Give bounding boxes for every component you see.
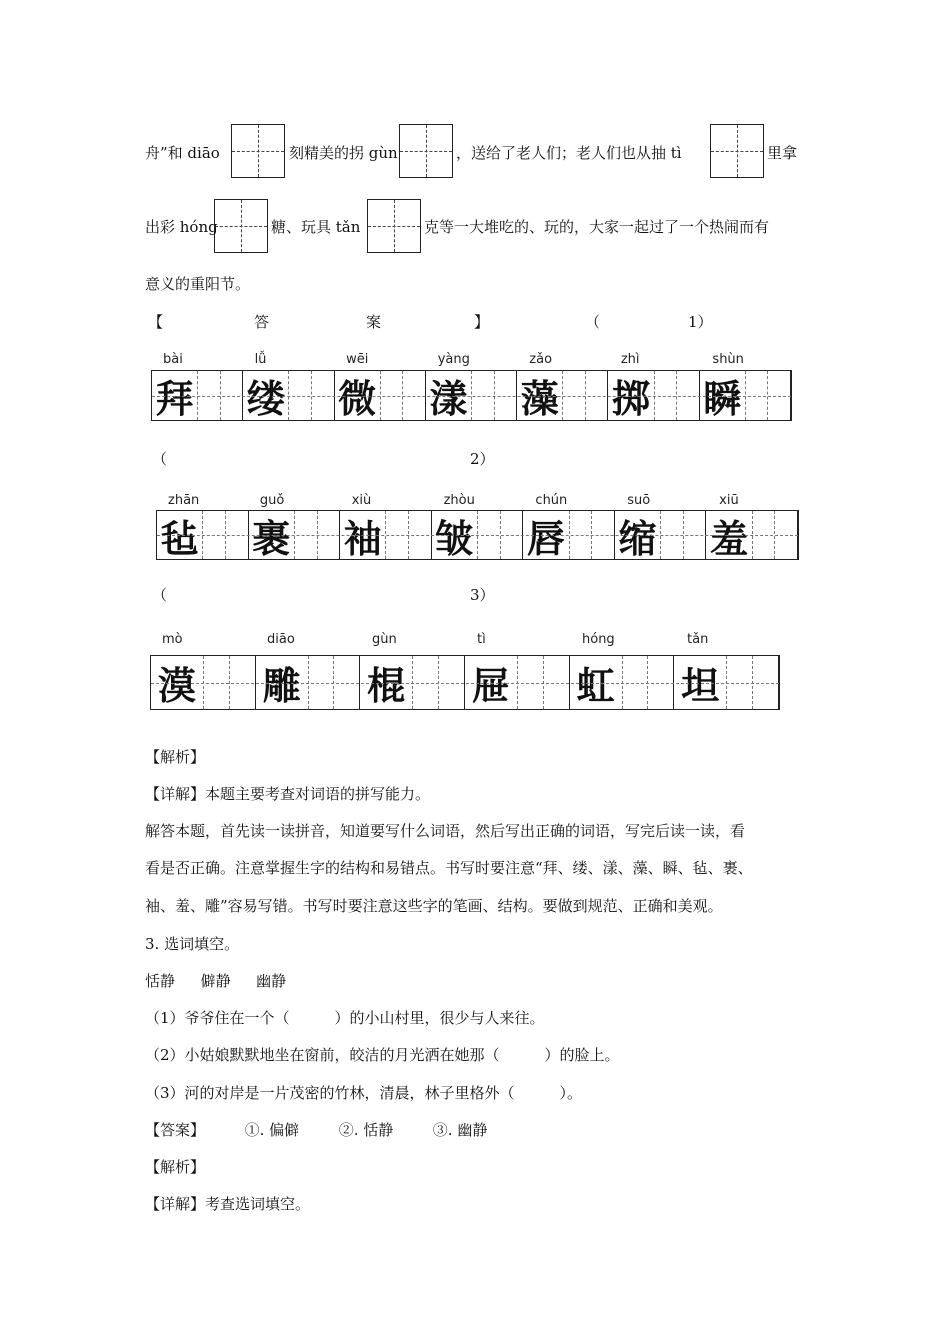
pinyin-label: yàng bbox=[437, 352, 470, 367]
answer-label: 【答案】 bbox=[145, 1121, 206, 1139]
hanzi-character: 雕 bbox=[262, 663, 301, 708]
pinyin-label: xiū bbox=[719, 493, 739, 508]
analysis-paragraph-2: 看是否正确。注意掌握生字的结构和易错点。书写时要注意“拜、缕、漾、藻、瞬、毡、裹、 bbox=[145, 859, 753, 877]
hanzi-character: 坦 bbox=[681, 663, 720, 708]
hanzi-character: 唇 bbox=[526, 515, 565, 561]
pinyin-label: zǎo bbox=[529, 352, 553, 367]
sub-open-3: （ bbox=[152, 586, 168, 604]
question-3-sentence-3: （3）河的对岸是一片茂密的竹林，清晨，林子里格外（ ）。 bbox=[145, 1084, 583, 1102]
answer-label-1: 答 bbox=[254, 313, 270, 331]
hanzi-character: 裹 bbox=[252, 515, 291, 561]
grid-frame bbox=[151, 370, 792, 421]
question-3-sentence-2: （2）小姑娘默默地坐在窗前，皎洁的月光洒在她那（ ）的脸上。 bbox=[145, 1046, 620, 1064]
pinyin-label: lǚ bbox=[254, 352, 267, 367]
pinyin-label: tì bbox=[477, 632, 486, 647]
writing-box-ti[interactable] bbox=[710, 124, 764, 178]
answer-3: ③. 幽静 bbox=[432, 1121, 488, 1139]
hanzi-character: 屉 bbox=[471, 663, 510, 708]
pinyin-label: chún bbox=[535, 493, 568, 508]
question-3-sentence-1: （1）爷爷住在一个（ ）的小山村里，很少与人来往。 bbox=[145, 1009, 545, 1027]
pinyin-label: wēi bbox=[346, 352, 369, 367]
text-segment: 舟”和 diāo bbox=[145, 144, 220, 162]
hanzi-character: 微 bbox=[338, 376, 377, 421]
hanzi-character: 虹 bbox=[576, 663, 615, 708]
pinyin-label: zhì bbox=[620, 352, 640, 367]
passage-line-3: 意义的重阳节。 bbox=[145, 275, 251, 293]
pinyin-label: shùn bbox=[712, 352, 744, 367]
pinyin-label: zhān bbox=[168, 493, 200, 508]
answer-bracket-open: 【 bbox=[148, 313, 164, 331]
sub-open-2: （ bbox=[152, 450, 168, 468]
passage-line-2: 出彩 hóng bbox=[145, 218, 218, 236]
pinyin-label: diāo bbox=[267, 632, 295, 647]
detail-label: 【详解】本题主要考查对词语的拼写能力。 bbox=[145, 785, 431, 803]
dashed-midline bbox=[152, 396, 791, 397]
answer-bracket-close: 】 bbox=[474, 313, 490, 331]
passage-line-1 bbox=[145, 143, 220, 163]
hanzi-character: 掷 bbox=[611, 376, 650, 421]
passage-line-1c: ，送给了老人们；老人们也从抽 tì bbox=[456, 144, 682, 162]
hanzi-character: 瞬 bbox=[703, 376, 742, 421]
analysis-label: 【解析】 bbox=[145, 748, 206, 766]
passage-line-2b: 糖、玩具 tǎn bbox=[271, 218, 361, 236]
answer-row bbox=[145, 1120, 487, 1140]
pinyin-label: bài bbox=[163, 352, 183, 367]
writing-box-gun[interactable] bbox=[399, 124, 453, 178]
pinyin-label: zhòu bbox=[443, 493, 475, 508]
sub-number-3: 3） bbox=[470, 586, 495, 604]
passage-line-1d: 里拿 bbox=[767, 144, 798, 162]
writing-box-hong[interactable] bbox=[214, 199, 268, 253]
sub-number: 1） bbox=[688, 313, 713, 331]
answer-label-2: 案 bbox=[366, 313, 382, 331]
hanzi-character: 袖 bbox=[343, 515, 382, 561]
dashed-midline bbox=[151, 683, 779, 684]
hanzi-character: 缩 bbox=[618, 515, 657, 561]
pinyin-label: hóng bbox=[582, 632, 615, 647]
grid-frame bbox=[150, 655, 780, 710]
hanzi-character: 棍 bbox=[367, 663, 406, 708]
analysis-label-q3: 【解析】 bbox=[145, 1158, 206, 1176]
answer-2: ②. 恬静 bbox=[338, 1121, 394, 1139]
analysis-paragraph-3: 袖、羞、雕”容易写错。书写时要注意这些字的笔画、结构。要做到规范、正确和美观。 bbox=[145, 897, 723, 915]
word-options bbox=[145, 971, 286, 991]
pinyin-label: xiù bbox=[351, 493, 372, 508]
sub-number-2: 2） bbox=[470, 450, 495, 468]
hanzi-character: 拜 bbox=[155, 376, 194, 421]
analysis-paragraph-1: 解答本题，首先读一读拼音，知道要写什么词语，然后写出正确的词语，写完后读一读，看 bbox=[145, 822, 746, 840]
pinyin-label: suō bbox=[627, 493, 651, 508]
passage-line-2c: 克等一大堆吃的、玩的，大家一起过了一个热闹而有 bbox=[424, 218, 770, 236]
option-2: 僻静 bbox=[200, 972, 231, 990]
option-1: 恬静 bbox=[145, 972, 176, 990]
pinyin-label: mò bbox=[162, 632, 183, 647]
passage-line-1b: 刻精美的拐 gùn bbox=[289, 144, 398, 162]
hanzi-character: 漠 bbox=[157, 663, 196, 708]
option-3: 幽静 bbox=[256, 972, 287, 990]
hanzi-character: 藻 bbox=[520, 376, 559, 421]
hanzi-character: 羞 bbox=[710, 515, 749, 561]
pinyin-label: gùn bbox=[372, 632, 397, 647]
hanzi-character: 毡 bbox=[160, 515, 199, 561]
pinyin-label: tǎn bbox=[687, 632, 709, 647]
hanzi-character: 缕 bbox=[246, 376, 285, 421]
writing-box-tan[interactable] bbox=[367, 199, 421, 253]
hanzi-character: 漾 bbox=[429, 376, 468, 421]
grid-frame bbox=[156, 510, 799, 560]
dashed-midline bbox=[157, 535, 798, 536]
hanzi-character: 皱 bbox=[435, 515, 474, 561]
writing-box-diao[interactable] bbox=[231, 124, 285, 178]
sub-number-open: （ bbox=[585, 313, 601, 331]
detail-label-q3: 【详解】考查选词填空。 bbox=[145, 1195, 311, 1213]
pinyin-label: guǒ bbox=[259, 493, 285, 508]
question-3-title: 3. 选词填空。 bbox=[145, 935, 240, 953]
answer-1: ①. 偏僻 bbox=[244, 1121, 300, 1139]
